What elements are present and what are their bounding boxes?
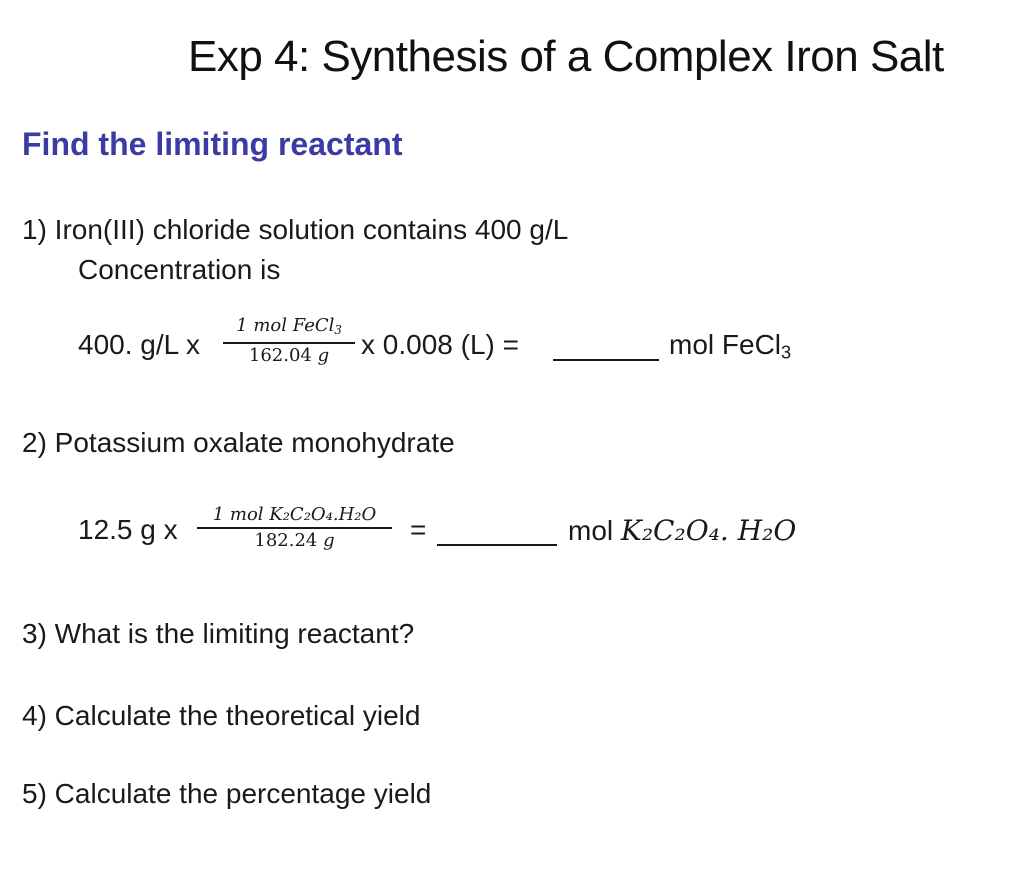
q2-equals: = [410, 514, 427, 545]
q2-fraction-denominator: 182.24 g [254, 530, 335, 551]
q1-unit: mol FeCl$_3$ [669, 329, 792, 363]
q1-fraction-numerator: 1 mol FeCl$_3$ [236, 315, 342, 337]
page-title: Exp 4: Synthesis of a Complex Iron Salt [188, 32, 944, 81]
question-1-subtext: Concentration is [78, 254, 281, 285]
q2-answer-blank[interactable] [437, 544, 557, 546]
q2-equation-left: 12.5 g x [78, 514, 178, 545]
q1-equation-left: 400. g/L x [78, 329, 200, 360]
question-4-text: 4) Calculate the theoretical yield [22, 700, 421, 731]
section-heading: Find the limiting reactant [22, 126, 403, 162]
q2-fraction [197, 505, 392, 551]
q1-fraction [223, 316, 355, 366]
q2-fraction-bar [197, 527, 392, 529]
question-1-text: 1) Iron(III) chloride solution contains 400 g/L [22, 214, 569, 245]
q1-equation-mid: x 0.008 (L) = [361, 329, 519, 360]
question-3-text: 3) What is the limiting reactant? [22, 618, 415, 649]
q1-fraction-bar [223, 342, 355, 344]
q2-fraction-numerator: 1 mol K₂C₂O₄.H₂O [212, 504, 377, 525]
question-2-text: 2) Potassium oxalate monohydrate [22, 427, 455, 458]
question-5-text: 5) Calculate the percentage yield [22, 778, 432, 809]
q2-unit: mol K₂C₂O₄. H₂O [568, 514, 797, 547]
q1-fraction-denominator: 162.04 g [248, 344, 330, 366]
q1-answer-blank[interactable] [553, 359, 659, 361]
